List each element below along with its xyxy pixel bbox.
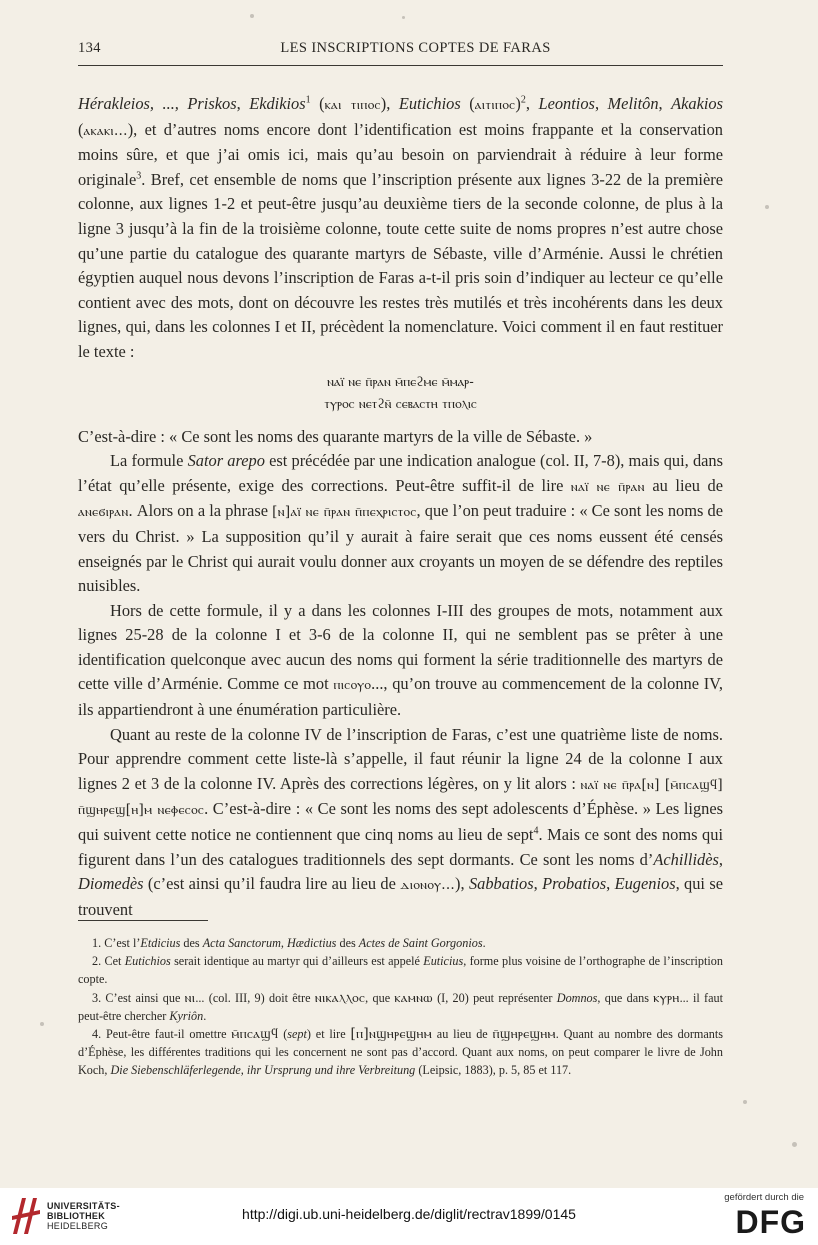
paper-spot — [743, 1100, 747, 1104]
text-run: , ..., — [149, 94, 188, 113]
coptic-text: ⲙ̄ⲡⲥⲁϣϥ — [231, 1026, 279, 1043]
text-run: (I, 20) peut représenter — [432, 990, 557, 1005]
paragraph — [78, 92, 723, 365]
paragraph — [78, 449, 723, 599]
name-probatios: Probatios — [542, 874, 607, 894]
sator-arepo: Sator arepo — [187, 451, 265, 471]
text-run: Euticius — [423, 954, 464, 969]
text-run: ... il faut peut-être chercher — [78, 990, 724, 1023]
name-ekdikios: Ekdikios — [249, 94, 306, 113]
name-eugenios: Eugenios — [614, 874, 676, 894]
text-run: , que — [365, 990, 395, 1005]
running-header — [78, 40, 723, 66]
text-run: , que l’on peut traduire : « Ce sont les noms de vers du Christ. » La supposition qu’il y aurait à faire serait que ces noms eussent été censés enseignés par le Christ qui aurait voulu donner aux croyants un moyen de se défendre des reptiles nuisibles. — [78, 501, 723, 596]
text-run: au lieu de — [431, 1027, 493, 1042]
text-run: . Quant au nombre des dormants d’Éphèse, les différentes traditions qui les concernent ne sont pas d’accord. Quant aux noms, on peut comparer le livre de John Koch, — [78, 1027, 723, 1078]
text-run: sept — [287, 1027, 307, 1042]
paper-spot — [765, 205, 769, 209]
library-line: UNIVERSITÄTS- — [47, 1201, 120, 1211]
footnotes — [78, 934, 723, 1080]
library-line: BIBLIOTHEK — [47, 1211, 105, 1221]
text-run: ... (col. III, 9) doit être — [195, 990, 315, 1005]
text-run: Hors de cette formule, il y a dans les colonnes I-III des groupes de mots, notamment aux lignes 25-28 de la colonne I et 3-6 de la colonne II, qui ne semblent pas se prêter à une identification quelconque avec aucun des noms qui forment la série traditionnelle des martyrs de cette ville d’Arménie. Comme ce mot — [78, 600, 723, 694]
paper-spot — [402, 16, 405, 19]
coptic-text: [ⲛ]ⲁⲓ̈ ⲛⲉ ⲡ̄ⲣⲁⲛ ⲡ̄ⲡⲉⲭⲣⲓⲥⲧⲟⲥ — [272, 504, 417, 521]
text-run: , qui se trouvent — [78, 874, 723, 919]
text-run: , — [525, 94, 539, 113]
name-diomedes: Diomedès — [78, 874, 144, 894]
paragraph — [78, 723, 723, 923]
footnote-ref: 4 — [533, 825, 539, 837]
permalink[interactable]: http://digi.ub.uni-heidelberg.de/diglit/rectrav1899/0145 — [242, 1206, 576, 1222]
footnote-1 — [78, 934, 723, 952]
name-priskos: Priskos — [187, 94, 237, 113]
text-run: Eutichios — [124, 954, 171, 969]
text-run: ) — [515, 94, 521, 113]
footnote-ref: 3 — [136, 170, 142, 182]
text-run: ), — [380, 94, 399, 113]
footnote-rule — [78, 920, 208, 921]
coptic-text: [ⲡ]ⲛϣⲏⲣⲉϣⲏⲙ — [350, 1026, 432, 1043]
text-run: ) et lire — [306, 1027, 351, 1042]
text-run: ( — [278, 1027, 288, 1042]
text-run: . C’est-à-dire : « Ce sont les noms des sept adolescents d’Éphèse. » Les lignes qui suivent cette notice ne contiennent que cinq noms au lieu de sept — [78, 799, 723, 845]
coptic-text: ⲕⲁⲓ ⲧⲓⲡⲟⲥ — [324, 97, 381, 113]
text-run: est précédée par une indication analogue (col. II, 7-8), mais qui, dans l’état qu’elle présente, exige des corrections. Peut-être suffit-il de lire — [78, 451, 723, 495]
text-run: 2. Cet — [92, 954, 125, 969]
text-run: , — [594, 94, 608, 113]
text-run: . Mais ce sont des noms qui figurent dans l’un des catalogues traditionnels des sept dormants. Ce sont les noms d’ — [78, 825, 723, 869]
coptic-text: ⲕⲁⲙⲛⲱ — [394, 989, 433, 1006]
text-run: , — [236, 94, 250, 113]
name-eutichios: Eutichios — [398, 94, 461, 113]
coptic-text: ⲇⲓⲟⲛⲟⲩ... — [400, 877, 456, 894]
text-run: ( — [78, 119, 84, 139]
text-run: ..., qu’on trouve au commencement de la colonne IV, ils appartiendront à une énumération particulière. — [78, 674, 723, 720]
text-run: , — [280, 936, 287, 950]
footnote-ref: 1 — [305, 94, 311, 106]
name-sabbatios: Sabbatios — [468, 874, 534, 894]
coptic-text: ⲛⲁⲓ̈ ⲛⲉ ⲡ̄ⲣⲁⲛ — [570, 478, 645, 495]
text-run: , — [533, 874, 543, 894]
coptic-text: ⲁⲓⲧⲓⲡⲟⲥ — [474, 97, 516, 113]
text-run: Actes de Saint Gorgonios — [358, 936, 483, 950]
coptic-citation — [78, 371, 723, 415]
text-run: au lieu de — [644, 475, 723, 495]
main-text — [78, 92, 723, 922]
library-line: HEIDELBERG — [47, 1221, 109, 1231]
text-run: , forme plus voisine de l’orthographe de l’inscription copte. — [78, 954, 723, 987]
text-run: . — [482, 936, 486, 950]
text-run: 3. C’est ainsi que — [92, 990, 185, 1005]
text-run: . Alors on a la phrase — [128, 501, 273, 521]
running-title: LES INSCRIPTIONS COPTES DE FARAS — [280, 40, 551, 56]
page-number: 134 — [78, 40, 101, 56]
footnote-ref: 2 — [520, 94, 526, 106]
text-run: des — [180, 936, 203, 950]
text-run: ( — [460, 94, 475, 113]
coptic-text: ⲛⲓ — [184, 989, 196, 1006]
text-run: Etdicius — [140, 936, 181, 950]
text-run: Kyriôn — [169, 1008, 204, 1023]
text-run: Domnos — [556, 990, 598, 1005]
coptic-text: ⲛⲓⲕⲁⲗⲗⲟⲥ — [314, 989, 366, 1006]
text-run: . — [203, 1008, 207, 1023]
name-heraclius: Hérakleios — [78, 94, 150, 113]
paragraph: C’est-à-dire : « Ce sont les noms des quarante martyrs de la ville de Sébaste. » — [78, 426, 593, 446]
text-run: serait identique au martyr qui d’ailleurs est appelé — [170, 954, 424, 969]
text-run: Quant au reste de la colonne IV de l’inscription de Faras, c’est une quatrième liste de noms. Pour apprendre comment cette liste-là s’appelle, il faut réunir la ligne 24 de la colonne I aux lignes 2 et 3 de la colonne IV. Après des corrections légères, on y lit alors : — [78, 724, 723, 793]
footnote-3 — [78, 989, 723, 1025]
text-run: Die Siebenschläferlegende, ihr Ursprung und ihre Verbreitung — [110, 1063, 416, 1078]
text-run: . Bref, cet ensemble de noms que l’inscription présente aux lignes 3-22 de la première colonne, aux lignes 1-2 et peut-être jusqu’au deuxième tiers de la seconde colonne, de plus à la ligne 3 jusqu’à la fin de la troisième colonne, toute cette suite de noms propres n’est autre chose qu’une partie du catalogue des quarante martyrs de Sébaste, ville d’Arménie. Aussi le chrétien égyptien auquel nous devons l’inscription de Faras a-t-il pris soin d’indiquer au lecteur ce qu’elle contient avec des mots, dont on découvre les restes très mutilés et très incohérents dans les deux lignes, qui, dans les colonnes I et II, précèdent la nomenclature. Voici comment il en faut restituer le texte : — [78, 169, 723, 361]
coptic-text: ⲁⲛⲉϭⲓⲣⲁⲛ — [78, 504, 129, 521]
paper-spot — [40, 1022, 44, 1026]
paper-spot — [792, 1142, 797, 1147]
coptic-line: ⲧⲩⲣⲟⲥ ⲛⲉⲧϩⲛ̄ ⲥⲉⲃⲁⲥⲧⲏ ⲧⲡⲟⲗⲓⲥ — [324, 395, 477, 412]
text-run: ), — [455, 874, 469, 894]
footnote-4 — [78, 1025, 723, 1080]
name-leontios: Leontios — [538, 94, 595, 113]
dfg-logo: DFG — [735, 1204, 806, 1240]
coptic-text: ⲡⲓⲥⲟⲩⲟ — [333, 677, 372, 694]
coptic-text: ⲕⲩⲣⲏ — [653, 989, 680, 1006]
text-run: des — [336, 936, 359, 950]
coptic-text: ⲛⲁⲓ̈ ⲛⲉ ⲡ̄ⲣⲁ[ⲛ] [ⲙ̄ⲡⲥⲁϣϥ] ⲡ̄ϣⲏⲣⲉϣ[ⲏ]ⲙ ⲛⲉⲫⲉⲥⲟⲥ — [78, 776, 723, 819]
coptic-line: ⲛⲁⲓ̈ ⲛⲉ ⲡ̄ⲣⲁⲛ ⲙ̄ⲡⲉϩⲙⲉ ⲙ̄ⲙⲁⲣ- — [327, 373, 474, 390]
coptic-text: ⲁⲕⲁⲕⲓ... — [83, 122, 128, 139]
paper-spot — [250, 14, 254, 18]
name-achillides: Achillidès — [653, 849, 719, 869]
text-run: Acta Sanctorum — [202, 936, 281, 950]
text-run: , — [718, 849, 723, 869]
text-run: (c’est ainsi qu’il faudra lire au lieu de — [143, 874, 401, 894]
text-run: , — [658, 94, 672, 113]
name-meliton: Melitôn — [607, 94, 659, 113]
text-run: La formule — [110, 451, 188, 471]
paragraph — [78, 599, 723, 723]
digitization-footer — [0, 1188, 818, 1245]
text-run: 4. Peut-être faut-il omettre — [92, 1027, 232, 1042]
text-run: ), et d’autres noms encore dont l’identification est moins frappante et la conservation moins sûre, et que j’ai omis ici, mais qu’au besoin on parviendrait à réduire à leur forme originale — [78, 119, 723, 189]
name-akakios: Akakios — [671, 94, 723, 113]
text-run: Hædictius — [287, 936, 337, 950]
funded-by-label: gefördert durch die — [724, 1192, 804, 1203]
text-run: , — [606, 874, 615, 894]
text-run: ( — [310, 94, 325, 113]
footnote-2 — [78, 952, 723, 988]
coptic-text: ⲡ̄ϣⲏⲣⲉϣⲏⲙ — [492, 1026, 556, 1043]
text-run: , que dans — [597, 990, 654, 1005]
text-run: (Leipsic, 1883), p. 5, 85 et 117. — [415, 1063, 572, 1078]
text-run: 1. C’est l’ — [92, 936, 141, 950]
